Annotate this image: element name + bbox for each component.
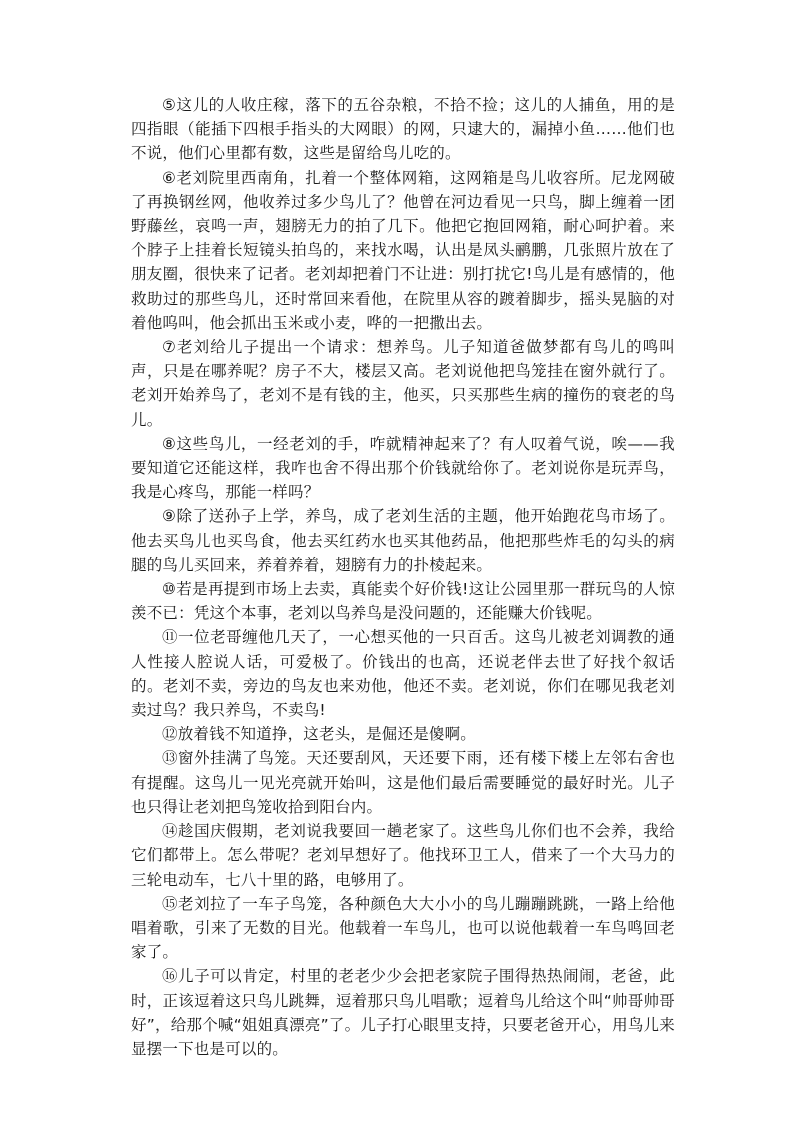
paragraph-11: ⑪一位老哥缠他几天了，一心想买他的一只百舌。这鸟儿被老刘调教的通人性接人腔说人话，可爱极了。价钱出的也高，还说老伴去世了好找个叙话的。老刘不卖，旁边的鸟友也来劝他，他还不卖。老刘说，你们在哪见我老刘卖过鸟？我只养鸟，不卖鸟! bbox=[131, 628, 675, 720]
paragraph-14: ⑭趁国庆假期，老刘说我要回一趟老家了。这些鸟儿你们也不会养，我给它们都带上。怎么带呢？老刘早想好了。他找环卫工人，借来了一个大马力的三轮电动车，七八十里的路，电够用了。 bbox=[131, 822, 675, 889]
paragraph-5: ⑤这儿的人收庄稼，落下的五谷杂粮，不拾不捡；这儿的人捕鱼，用的是四指眼（能插下四根手指头的大网眼）的网，只逮大的，漏掉小鱼……他们也不说，他们心里都有数，这些是留给鸟儿吃的。 bbox=[131, 96, 675, 163]
paragraph-7: ⑦老刘给儿子提出一个请求：想养鸟。儿子知道爸做梦都有鸟儿的鸣叫声，只是在哪养呢？房子不大，楼层又高。老刘说他把鸟笼挂在窗外就行了。老刘开始养鸟了，老刘不是有钱的主，他买，只买那些生病的撞伤的衰老的鸟儿。 bbox=[131, 338, 675, 429]
paragraph-10: ⑩若是再提到市场上去卖，真能卖个好价钱!这让公园里那一群玩鸟的人惊羡不已：凭这个本事，老刘以鸟养鸟是没问题的，还能赚大价钱呢。 bbox=[131, 580, 675, 623]
paragraph-8: ⑧这些鸟儿，一经老刘的手，咋就精神起来了？有人叹着气说，唉——我要知道它还能这样，我咋也舍不得出那个价钱就给你了。老刘说你是玩弄鸟，我是心疼鸟，那能一样吗？ bbox=[131, 434, 675, 502]
paragraph-9: ⑨除了送孙子上学，养鸟，成了老刘生活的主题，他开始跑花鸟市场了。他去买鸟儿也买鸟食，他去买红药水也买其他药品，他把那些炸毛的勾头的病腿的鸟儿买回来，养着养着，翅膀有力的扑棱起来。 bbox=[131, 507, 675, 574]
paragraph-6: ⑥老刘院里西南角，扎着一个整体网箱，这网箱是鸟儿收容所。尼龙网破了再换钢丝网，他收养过多少鸟儿了？他曾在河边看见一只鸟，脚上缠着一团野藤丝，哀鸣一声，翅膀无力的拍了几下。他把它抱回网箱，耐心呵护着。来个脖子上挂着长短镜头拍鸟的，来找水喝，认出是凤头鹂鹏，几张照片放在了朋友圈，很快来了记者。老刘却把着门不让进：别打扰它!鸟儿是有感情的，他救助过的那些鸟儿，还时常回来看他，在院里从容的踱着脚步，摇头晃脑的对着他呜叫，他会抓出玉米或小麦，哗的一把撒出去。 bbox=[131, 168, 675, 332]
paragraph-15: ⑮老刘拉了一车子鸟笼，各种颜色大大小小的鸟儿蹦蹦跳跳，一路上给他唱着歌，引来了无数的目光。他载着一车鸟儿，也可以说他载着一车鸟鸣回老家了。 bbox=[131, 894, 675, 962]
article-body bbox=[131, 93, 675, 1061]
paragraph-12: ⑫放着钱不知道挣，这老头，是倔还是傻啊。 bbox=[162, 725, 477, 744]
paragraph-16: ⑯儿子可以肯定，村里的老老少少会把老家院子围得热热闹闹，老爸，此时，正该逗着这只鸟儿跳舞，逗着那只鸟儿唱歌；逗着鸟儿给这个叫“帅哥帅哥好”，给那个喊“姐姐真漂亮”了。儿子打心眼里支持，只要老爸开心，用鸟儿来显摆一下也是可以的。 bbox=[131, 967, 675, 1058]
paragraph-13: ⑬窗外挂满了鸟笼。天还要刮风，天还要下雨，还有楼下楼上左邻右舍也有提醒。这鸟儿一见光亮就开始叫，这是他们最后需要睡觉的最好时光。儿子也只得让老刘把鸟笼收拾到阳台内。 bbox=[131, 749, 675, 816]
